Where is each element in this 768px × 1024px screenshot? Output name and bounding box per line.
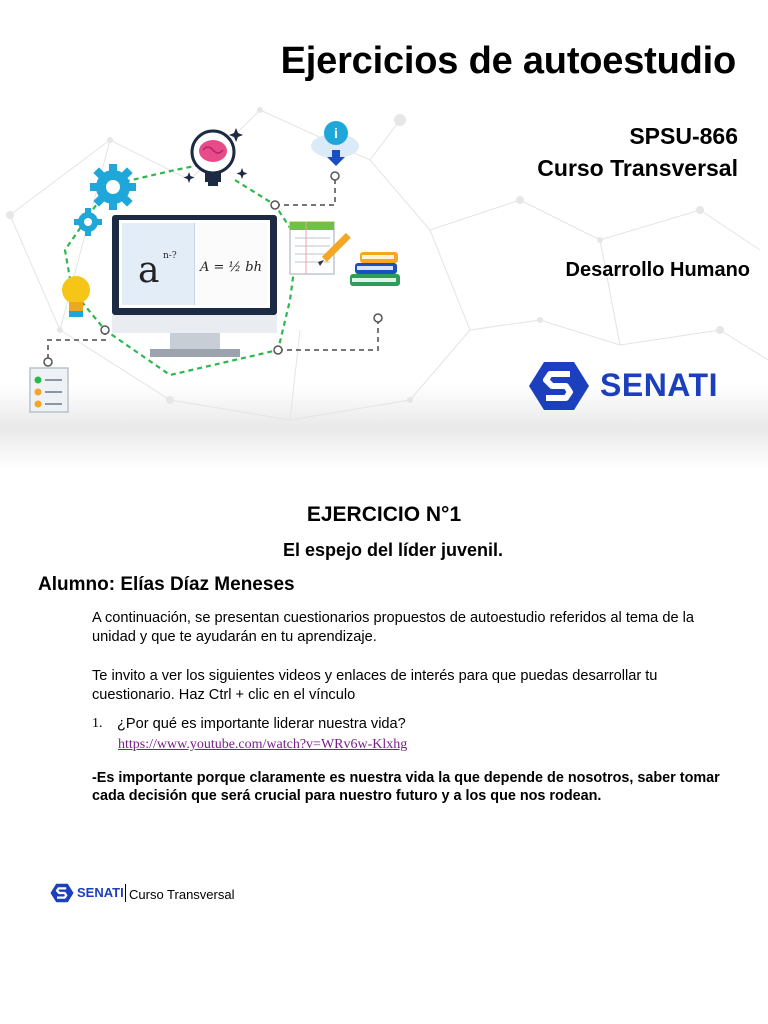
student-name: Alumno: Elías Díaz Meneses [38, 574, 295, 595]
board-formula-a: a [138, 250, 160, 291]
board-formula-exponent: n-? [163, 251, 177, 261]
course-type: Curso Transversal [537, 155, 738, 181]
video-link[interactable]: https://www.youtube.com/watch?v=WRv6w-Klxhg [118, 737, 408, 752]
education-illustration [0, 110, 420, 430]
senati-wordmark: SENATI [600, 367, 718, 403]
footer-brand: SENATI [77, 885, 124, 900]
gear-icon [90, 164, 136, 210]
course-code: SPSU-866 [629, 123, 738, 149]
books-stack-icon [350, 252, 400, 286]
lightbulb-icon [62, 276, 90, 317]
brain-lightbulb-icon [184, 128, 248, 186]
exercise-title: EJERCICIO N°1 [306, 503, 462, 526]
course-name: Desarrollo Humano [565, 259, 750, 281]
info-badge-text: i [334, 125, 338, 141]
footer-divider [125, 884, 126, 902]
board-formula-area: A = ½ bh [200, 260, 262, 275]
notepad-pencil-icon [290, 222, 351, 274]
question-number: 1. [92, 716, 103, 731]
footer-course: Curso Transversal [129, 887, 235, 902]
header-banner [0, 0, 768, 470]
senati-brand [528, 360, 738, 412]
answer-text: -Es importante porque claramente es nuestra vida la que depende de nosotros, saber tomar cada decisión que será crucial para nuestro futuro y a los que nos rodean. [92, 770, 720, 804]
checklist-clipboard-icon [30, 368, 68, 412]
instructions-paragraph: Te invito a ver los siguientes videos y enlaces de interés para que puedas desarrollar tu cuestionario. Haz Ctrl + clic en el vínculo [92, 668, 658, 703]
exercise-subtitle: El espejo del líder juvenil. [282, 540, 504, 560]
question-text: ¿Por qué es importante liderar nuestra vida? [117, 716, 406, 732]
footer [50, 882, 310, 906]
senati-logo-icon [50, 883, 74, 903]
senati-logo-icon [528, 360, 590, 412]
intro-paragraph: A continuación, se presentan cuestionarios propuestos de autoestudio referidos al tema de la unidad y que te ayudarán en tu aprendizaje. [92, 610, 694, 645]
computer-monitor [112, 215, 277, 357]
page-title: Ejercicios de autoestudio [280, 40, 736, 82]
cloud-info-icon [311, 121, 359, 166]
